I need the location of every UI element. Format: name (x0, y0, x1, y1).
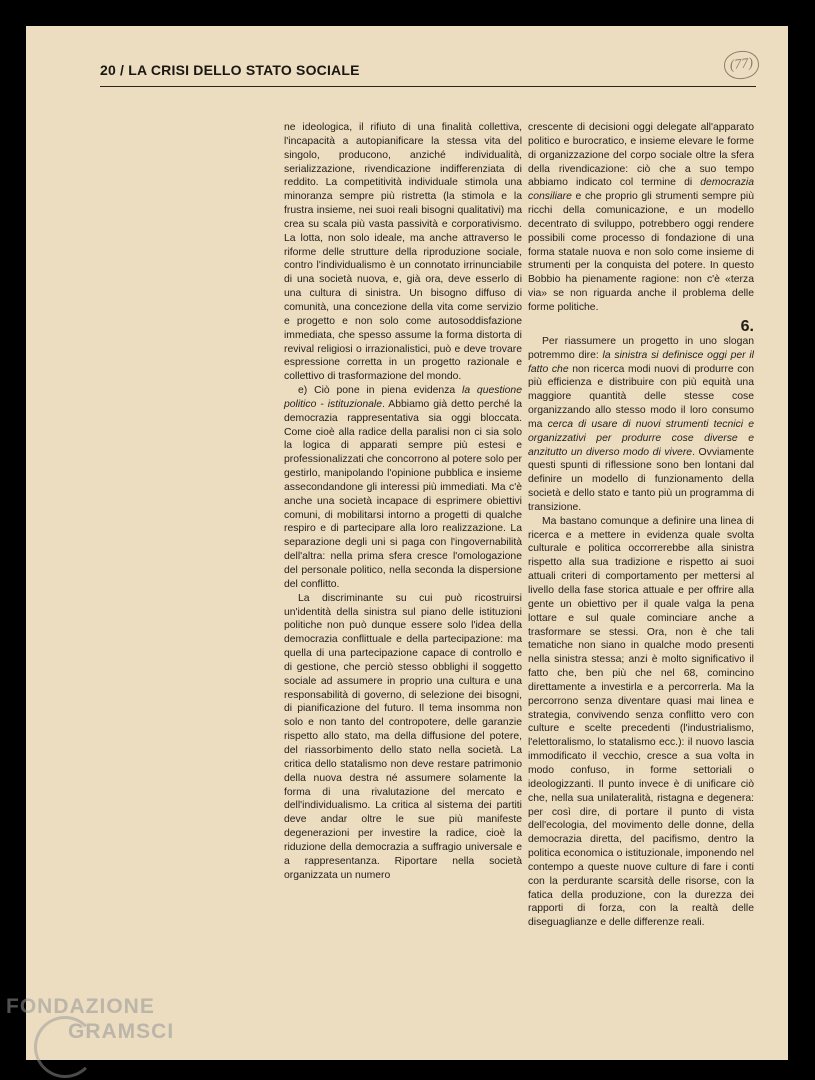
watermark-line-1: FONDAZIONE (6, 995, 155, 1018)
paragraph-text: crescente di decisioni oggi delegate all'apparato politico e burocratico, e insieme elevare le forme di organizzazione del corpo sociale oltre la sfera della rivendicazione: ciò che a suo tempo abbiamo indicato col termine di (528, 122, 754, 189)
paragraph-continuation (528, 121, 754, 315)
paragraph-text: . Abbiamo già detto perché la democrazia rappresentativa sia oggi bloccata. Come cioè alla radice della paralisi non ci sia solo la logica di apparati sempre più estesi e professionalizzati che concorrono al potere solo per gestirlo, manipolando l'opinione pubblica e insieme assecondandone gli interessi più immediati. Ma c'è anche una società incapace di esprimere obiettivi comuni, di mobilitarsi intorno a progetti di qualche respiro e di partecipare alla loro realizzazione. La separazione degli uni si paga con l'ingovernabilità dell'altra: nella prima sfera cresce l'omologazione del personale politico, nella seconda la dispersione del conflitto. (284, 398, 523, 590)
page-title: 20 / LA CRISI DELLO STATO SOCIALE (100, 62, 360, 78)
emphasis-text: democrazia consiliare (528, 177, 754, 203)
paragraph-text: e) Ciò pone in piena evidenza (298, 385, 463, 397)
page-header (100, 62, 756, 78)
paragraph-text: . Ovviamente questi spunti di riflessione sono ben lontani dal definire un modello di funzionamento della società e dello stato e tanto più un programma di transizione. (528, 446, 754, 513)
scanned-page (26, 26, 788, 1060)
emphasis-text: cerca di usare di nuovi strumenti tecnici e organizzativi per produrre cose diverse e anzitutto un diverso modo di vivere (528, 418, 754, 458)
header-divider (100, 86, 756, 87)
paragraph-point-e (284, 384, 522, 592)
archive-watermark (6, 994, 174, 1044)
emphasis-text: la questione politico - istituzionale (284, 385, 522, 410)
watermark-line-2: GRAMSCI (68, 1020, 175, 1043)
paragraph-discriminante: La discriminante su cui può ricostruirsi un'identità della sinistra sul piano delle istituzioni politiche non può dunque essere solo l'idea della democrazia conflittuale e della partecipazione: ma quella di una partecipazione capace di controllo e di gestione, che perciò stesso obblighi il soggetto sociale ad assumere in proprio una cultura e una responsabilità di governo, di selezione dei bisogni, di pianificazione del futuro. Il tema insomma non solo e non tanto del contropotere, delle garanzie rispetto allo stato, ma della diffusione del potere, del riassorbimento dello stato nella società. La critica dello statalismo non deve restare patrimonio della nuova destra né assumere solamente la forma di una rivalutazione del mercato e dell'individualismo. La critica al sistema dei partiti deve andar oltre le sue più manifeste degenerazioni per investire la radice, cioè la riduzione della democrazia a suffragio universale e a rappresentanza. Riportare nella società organizzata un numero (284, 592, 522, 881)
left-text-column (284, 121, 522, 882)
paragraph-linea-di-ricerca: Ma bastano comunque a definire una linea di ricerca e a mettere in evidenza quale svolta culturale e politica occorrerebbe alla sinistra rispetto alla sua tradizione e rispetto ai suoi attuali criteri di comportamento per mettersi al livello della fase storica attuale e per offrire alla gente un obiettivo per il quale valga la pena lottare e sul quale cominciare anche a trasformare se stessi. Ora, non è che tali tematiche non siano in qualche modo presenti nella sinistra stessa; anzi è molto significativo il fatto che, ben più che nel 68, comincino direttamente a investirla e a percorrerla. Ma la percorrono senza diventare quasi mai linea e strategia, convivendo senza conflitto vero con culture e scelte precedenti (l'industrialismo, l'elettoralismo, lo statalismo ecc.): il nuovo lascia immodificato il vecchio, cresce a sua volta in modo confuso, in forme settoriali o ideologizzanti. Il punto invece è di unificare ciò che, nella sua unilateralità, ristagna e degenera: per così dire, di portare il punto di vista dell'ecologia, del movimento delle donne, della democrazia diretta, del pacifismo, dentro la politica economica o istituzionale, imponendo nel contempo a queste nuove culture di fare i conti con la perdurante scarsità delle risorse, con la fatica della produzione, con la durezza dei rapporti di forza, con la realtà delle diseguaglianze e delle differenze reali. (528, 515, 754, 929)
emphasis-text: la sinistra si definisce oggi per il fatto che (528, 349, 754, 375)
paragraph-text: Per riassumere un progetto in uno slogan potremmo dire: (528, 335, 754, 361)
section-number: 6. (740, 317, 754, 335)
right-text-column (528, 121, 754, 930)
handwritten-page-annotation: (77) (723, 49, 761, 81)
paragraph-text: non ricerca modi nuovi di produrre con più efficienza e distribuire con più equità una maggiore quantità delle stesse cose organizzando allo stesso modo il loro consumo ma (528, 363, 755, 430)
paragraph-text: e che proprio gli strumenti sempre più ricchi della comunicazione, e un modello decentrato di sviluppo, potrebbero oggi rendere possibili come processo di fondazione di una forma statale nuova e non solo come insieme di strumenti per la conquista del potere. In questo Bobbio ha pienamente ragione: non c'è «terza via» se non riguarda anche il problema delle forme politiche. (528, 191, 754, 313)
paragraph-continuation: ne ideologica, il rifiuto di una finalità collettiva, l'incapacità a autopianificare la stessa vita del singolo, producono, anziché individualità, serializzazione, rivendicazione indifferenziata di reddito. La competitività individuale stimola una minoranza sempre più ristretta (la stimola e la frustra insieme, nei suoi reali bisogni qualitativi) ma crea su scala più vasta passività e corporativismo. La lotta, non solo ideale, ma anche attraverso le riforme delle strutture della riproduzione sociale, contro l'individualismo è un connotato irrinunciabile di una società nuova, e, già ora, deve esserlo di una cultura di sinistra. Un bisogno diffuso di comunità, una concezione della vita come servizio e progetto e non solo come autosoddisfazione immediata, che spesso assume la forma distorta di revival religiosi o irrazionalistici, può e deve trovare espressione corretta in un progetto razionale e collettivo di trasformazione del mondo. (284, 122, 522, 383)
paragraph-slogan (528, 335, 754, 515)
